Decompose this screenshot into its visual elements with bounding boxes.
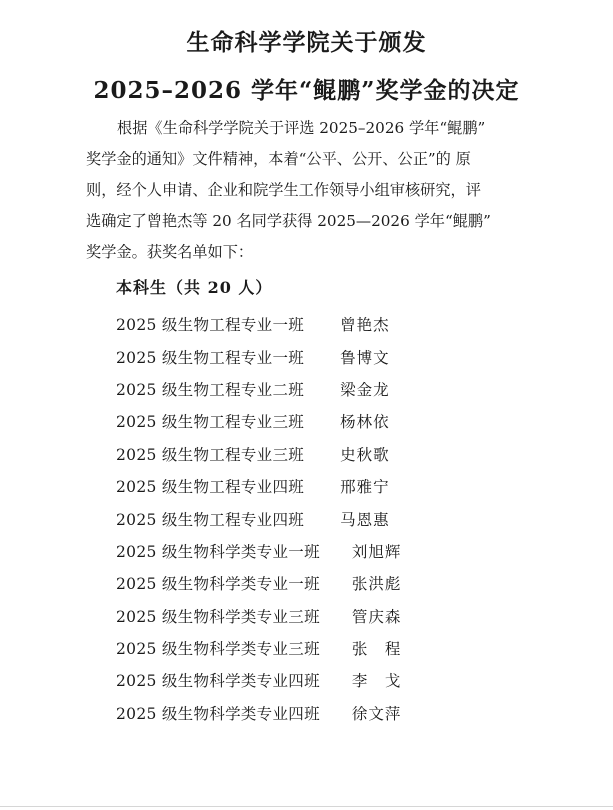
awardee-name: 曾艳杰 [340,316,390,335]
awardee-row [116,470,536,502]
paragraph-line: 则，经个人申请、企业和院学生工作领导小组审核研究，评 [86,181,481,199]
awardee-name: 鲁博文 [340,348,390,367]
awardee-name: 管庆森 [351,607,402,626]
awardee-name: 李 戈 [351,672,402,691]
awardee-row [116,438,536,470]
awardee-class: 2025 级生物工程专业三班 [116,413,305,432]
awardee-class: 2025 级生物科学类专业三班 [116,640,320,659]
paragraph-line: 根据《生命科学学院关于评选 2025–2026 学年“鲲鹏” [117,119,486,137]
awardee-name: 邢雅宁 [340,478,390,497]
awardee-class: 2025 级生物科学类专业四班 [116,704,320,723]
awardee-row [116,632,536,664]
awardee-name: 张 程 [351,640,402,659]
awardee-row [116,535,536,567]
paragraph-line: 奖学金的通知》文件精神，本着“公平、公开、公正”的 原 [86,150,471,168]
awardee-class: 2025 级生物工程专业二班 [116,380,305,399]
document-title-line2: 2025–2026 学年“鲲鹏”奖学金的决定 [93,77,520,104]
awardee-name: 刘旭辉 [351,542,402,561]
awardee-row [116,664,536,696]
awardee-row [116,373,536,405]
awardee-name: 马恩惠 [340,510,390,529]
section-heading-undergraduate: 本科生（共 20 人） [116,278,273,297]
awardee-class: 2025 级生物工程专业一班 [116,316,305,335]
page-bottom-edge [0,806,613,807]
paragraph-line: 选确定了曾艳杰等 20 名同学获得 2025—2026 学年“鲲鹏” [86,212,491,230]
awardee-class: 2025 级生物工程专业一班 [116,348,305,367]
awardee-row [116,600,536,632]
document-title-line1: 生命科学学院关于颁发 [186,29,427,56]
awardee-name: 张洪彪 [351,575,402,594]
awardee-row [116,697,536,729]
awardee-row [116,405,536,437]
awardee-class: 2025 级生物科学类专业四班 [116,672,320,691]
awardee-class: 2025 级生物工程专业四班 [116,510,305,529]
awardee-list [116,308,536,729]
awardee-class: 2025 级生物工程专业四班 [116,478,305,497]
awardee-row [116,502,536,534]
awardee-row [116,567,536,599]
awardee-name: 史秋歌 [340,445,390,464]
awardee-name: 梁金龙 [340,380,390,399]
decision-paragraph [86,113,526,268]
paragraph-line: 奖学金。获奖名单如下： [86,243,254,261]
awardee-row [116,308,536,340]
awardee-class: 2025 级生物科学类专业一班 [116,575,320,594]
awardee-name: 杨林依 [340,413,390,432]
awardee-name: 徐文萍 [351,704,402,723]
awardee-row [116,340,536,372]
awardee-class: 2025 级生物工程专业三班 [116,445,305,464]
awardee-class: 2025 级生物科学类专业一班 [116,542,320,561]
awardee-class: 2025 级生物科学类专业三班 [116,607,320,626]
